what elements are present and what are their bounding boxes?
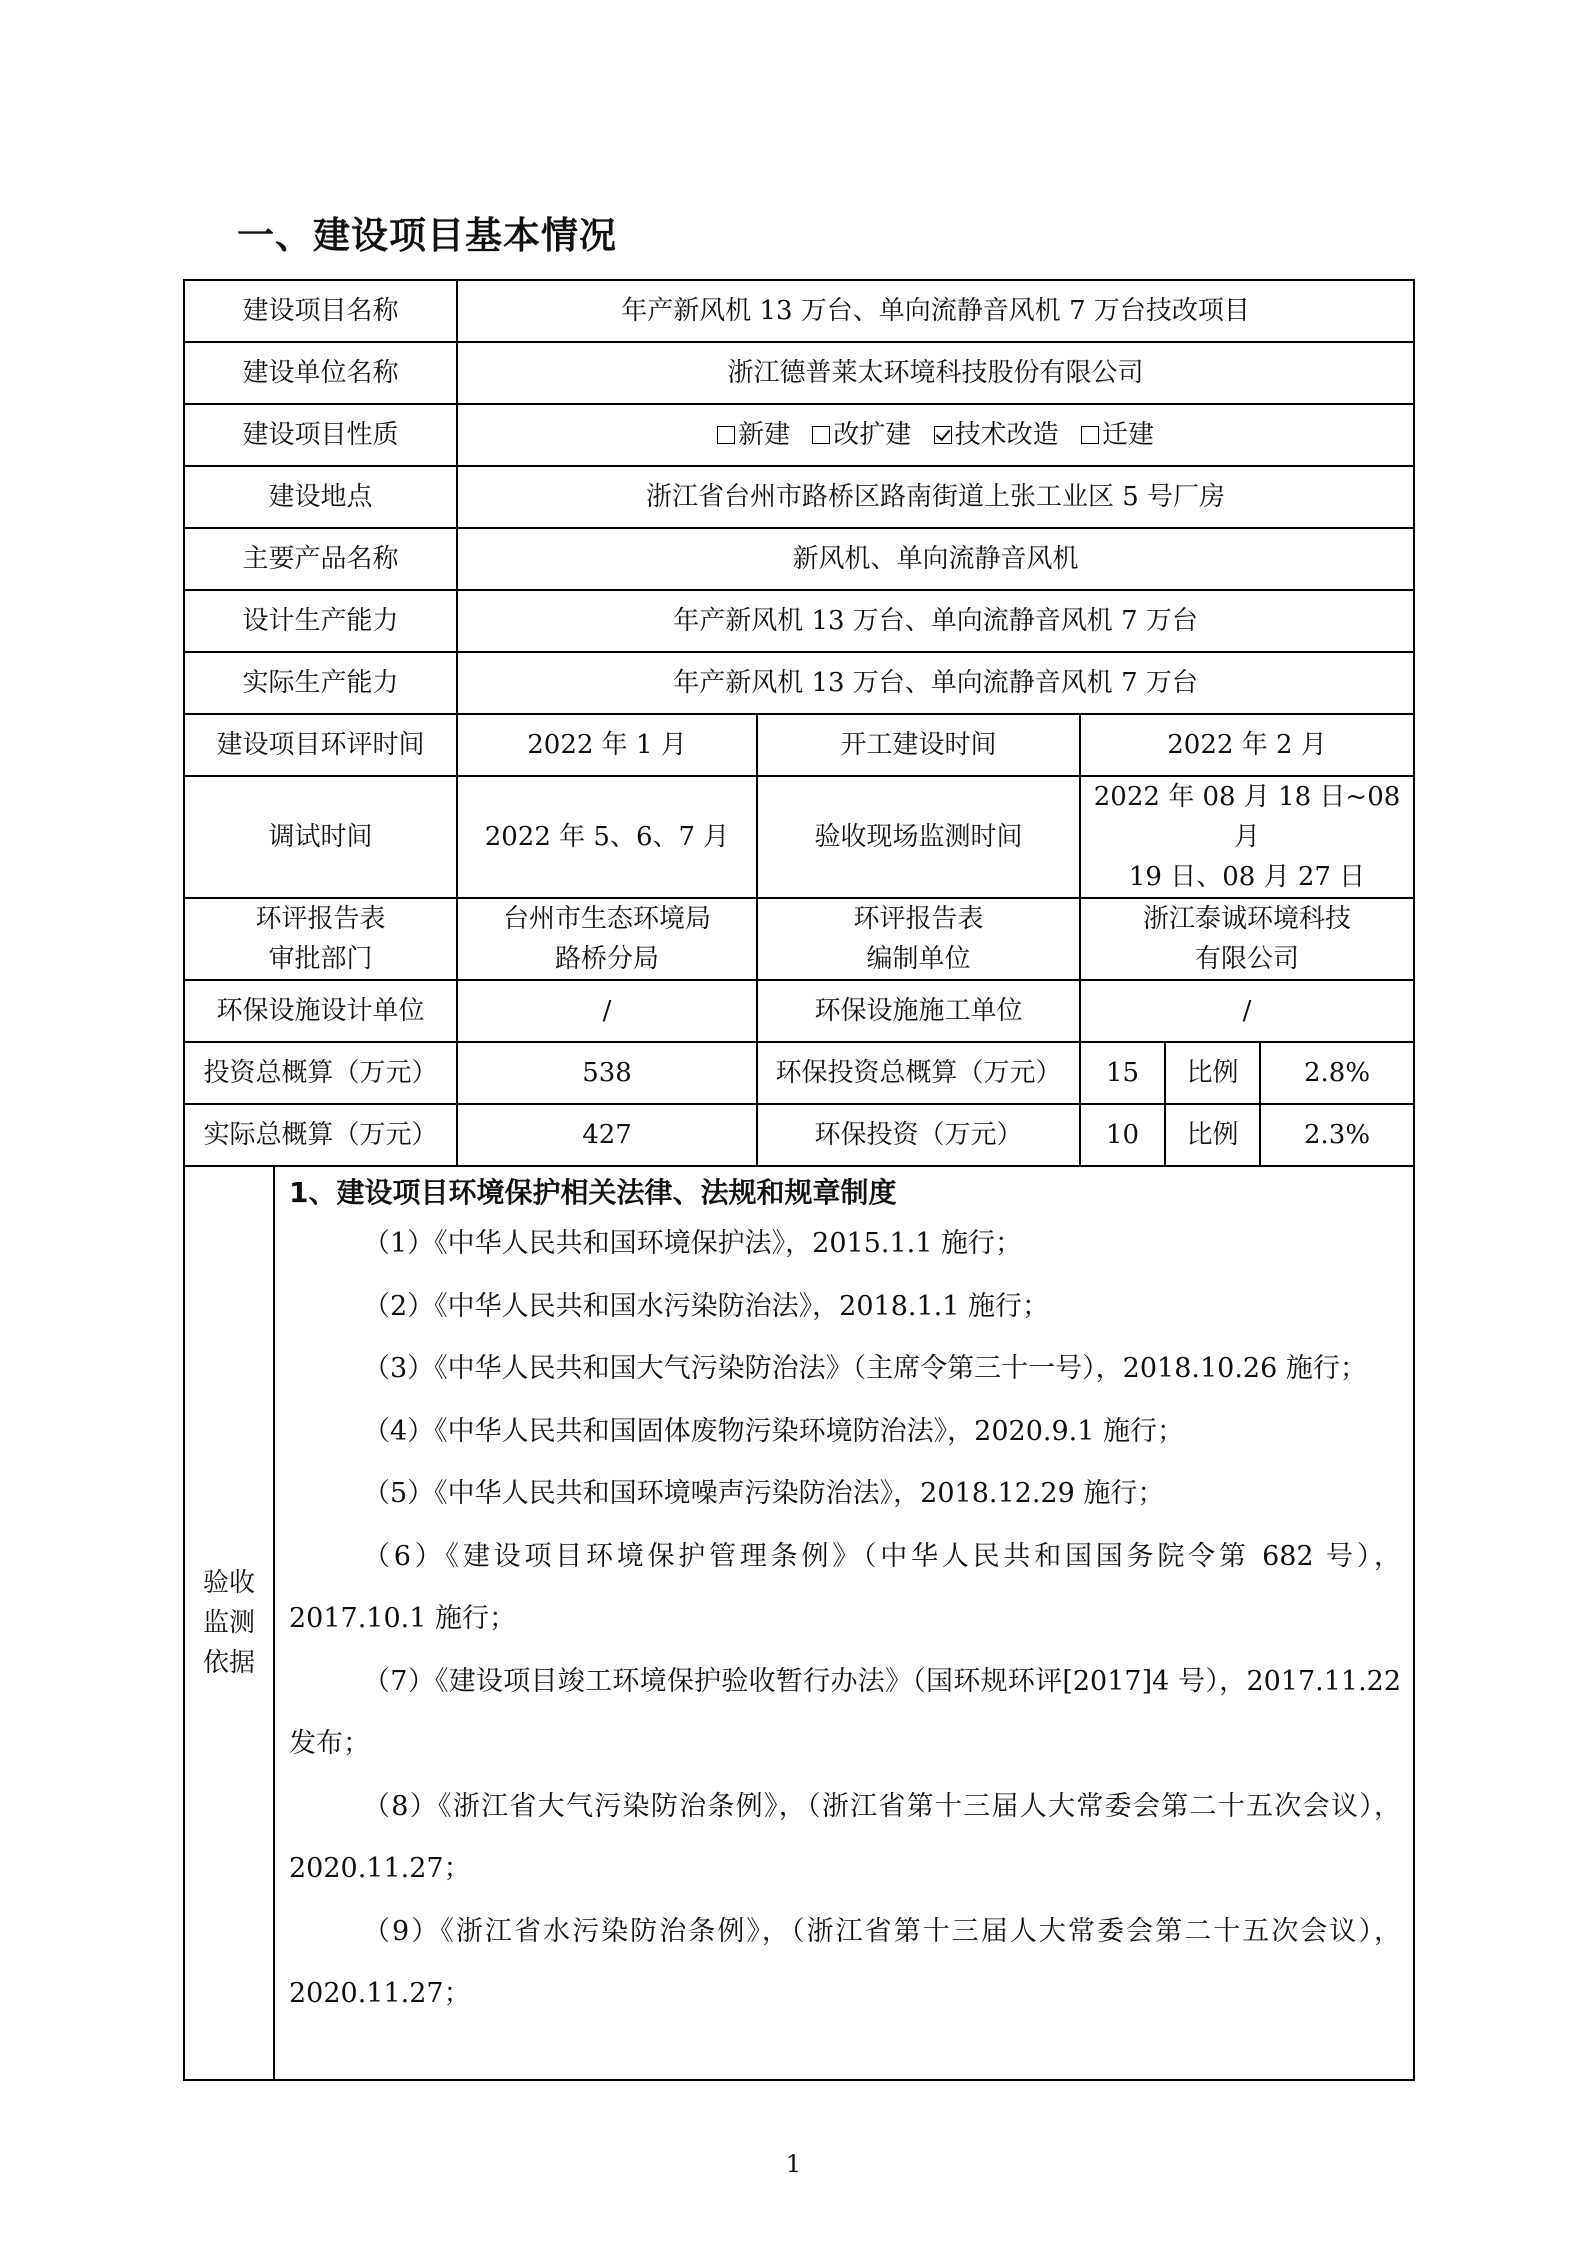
row-monitoring-basis <box>184 1166 1414 2080</box>
label-monitoring-basis <box>184 1166 274 2080</box>
value-investment-estimate: 538 <box>457 1042 757 1104</box>
value-project-name: 年产新风机 13 万台、单向流静音风机 7 万台技改项目 <box>457 280 1414 342</box>
label-report-preparer <box>757 898 1080 980</box>
basis-label-line1: 验收 <box>202 1568 255 1598</box>
row-unit-name <box>184 342 1414 404</box>
row-approval <box>184 898 1414 980</box>
label-monitoring-time: 验收现场监测时间 <box>757 776 1080 898</box>
approval-dept-line1: 台州市生态环境局 <box>503 904 712 934</box>
approval-dept-label-line1: 环评报告表 <box>255 904 386 934</box>
section-heading: 一、建设项目基本情况 <box>237 214 617 257</box>
option-relocate-label: 迁建 <box>1101 420 1154 450</box>
label-construction-start: 开工建设时间 <box>757 714 1080 776</box>
label-debug-time: 调试时间 <box>184 776 457 898</box>
value-product: 新风机、单向流静音风机 <box>457 528 1414 590</box>
row-project-name <box>184 280 1414 342</box>
basis-item: （6）《建设项目环境保护管理条例》（中华人民共和国国务院令第 682 号），2017.10.1 施行； <box>289 1540 1402 1634</box>
value-unit-name: 浙江德普莱太环境科技股份有限公司 <box>457 342 1414 404</box>
report-preparer-label-line2: 编制单位 <box>866 944 971 974</box>
basis-item: （1）《中华人民共和国环境保护法》，2015.1.1 施行； <box>363 1228 1022 1259</box>
value-ratio-actual: 2.3% <box>1260 1104 1414 1166</box>
label-project-nature: 建设项目性质 <box>184 404 457 466</box>
value-design-capacity: 年产新风机 13 万台、单向流静音风机 7 万台 <box>457 590 1414 652</box>
basis-item: （8）《浙江省大气污染防治条例》，（浙江省第十三届人大常委会第二十五次会议），2020.11.27； <box>289 1790 1402 1884</box>
label-facility-construction: 环保设施施工单位 <box>757 980 1080 1042</box>
value-debug-time: 2022 年 5、6、7 月 <box>457 776 757 898</box>
value-facility-construction: / <box>1080 980 1414 1042</box>
value-facility-design: / <box>457 980 757 1042</box>
row-investment-actual <box>184 1104 1414 1166</box>
value-investment-actual: 427 <box>457 1104 757 1166</box>
value-construction-start: 2022 年 2 月 <box>1080 714 1414 776</box>
monitoring-time-line1: 2022 年 08 月 18 日~08 月 <box>1093 782 1401 852</box>
checkbox-new[interactable] <box>717 426 735 444</box>
basis-section-title: 1、建设项目环境保护相关法律、法规和规章制度 <box>289 1176 897 1209</box>
value-approval-dept <box>457 898 757 980</box>
option-new-label: 新建 <box>738 420 791 450</box>
label-env-investment-estimate: 环保投资总概算（万元） <box>757 1042 1080 1104</box>
value-actual-capacity: 年产新风机 13 万台、单向流静音风机 7 万台 <box>457 652 1414 714</box>
basis-item: （7）《建设项目竣工环境保护验收暂行办法》（国环规环评[2017]4 号），2017.11.22 发布； <box>289 1665 1402 1759</box>
basis-item: （9）《浙江省水污染防治条例》，（浙江省第十三届人大常委会第二十五次会议），2020.11.27； <box>289 1915 1402 2009</box>
option-tech-upgrade-label: 技术改造 <box>954 420 1059 450</box>
label-project-name: 建设项目名称 <box>184 280 457 342</box>
label-actual-capacity: 实际生产能力 <box>184 652 457 714</box>
label-env-investment-actual: 环保投资（万元） <box>757 1104 1080 1166</box>
label-product: 主要产品名称 <box>184 528 457 590</box>
option-new[interactable] <box>717 420 790 450</box>
approval-dept-line2: 路桥分局 <box>555 944 660 974</box>
row-location <box>184 466 1414 528</box>
report-preparer-label-line1: 环评报告表 <box>853 904 984 934</box>
basis-label-line3: 依据 <box>202 1648 255 1678</box>
row-project-nature <box>184 404 1414 466</box>
project-info-table <box>183 279 1415 2081</box>
value-project-nature <box>457 404 1414 466</box>
row-product <box>184 528 1414 590</box>
row-eia-time <box>184 714 1414 776</box>
basis-item: （2）《中华人民共和国水污染防治法》，2018.1.1 施行； <box>363 1290 1049 1322</box>
label-facility-design: 环保设施设计单位 <box>184 980 457 1042</box>
label-unit-name: 建设单位名称 <box>184 342 457 404</box>
value-env-investment-estimate: 15 <box>1080 1042 1165 1104</box>
label-eia-time: 建设项目环评时间 <box>184 714 457 776</box>
basis-item: （5）《中华人民共和国环境噪声污染防治法》，2018.12.29 施行； <box>363 1478 1165 1509</box>
row-facility <box>184 980 1414 1042</box>
value-report-preparer <box>1080 898 1414 980</box>
label-approval-dept <box>184 898 457 980</box>
row-actual-capacity <box>184 652 1414 714</box>
label-investment-estimate: 投资总概算（万元） <box>184 1042 457 1104</box>
row-design-capacity <box>184 590 1414 652</box>
option-expand-label: 改扩建 <box>833 420 912 450</box>
checkbox-relocate[interactable] <box>1081 426 1099 444</box>
value-monitoring-time <box>1080 776 1414 898</box>
page-number: 1 <box>785 2150 802 2178</box>
monitoring-time-line2: 19 日、08 月 27 日 <box>1128 862 1366 892</box>
basis-item: （4）《中华人民共和国固体废物污染环境防治法》，2020.9.1 施行； <box>363 1415 1184 1447</box>
option-tech-upgrade[interactable] <box>934 420 1059 450</box>
row-investment-estimate <box>184 1042 1414 1104</box>
label-investment-actual: 实际总概算（万元） <box>184 1104 457 1166</box>
report-preparer-line2: 有限公司 <box>1195 944 1300 974</box>
option-relocate[interactable] <box>1081 420 1154 450</box>
checkbox-tech-upgrade[interactable] <box>934 426 952 444</box>
label-ratio-actual: 比例 <box>1165 1104 1260 1166</box>
label-ratio-estimate: 比例 <box>1165 1042 1260 1104</box>
value-env-investment-actual: 10 <box>1080 1104 1165 1166</box>
basis-label-line2: 监测 <box>202 1608 255 1638</box>
basis-item: （3）《中华人民共和国大气污染防治法》（主席令第三十一号），2018.10.26 施行； <box>363 1353 1367 1384</box>
value-location: 浙江省台州市路桥区路南街道上张工业区 5 号厂房 <box>457 466 1414 528</box>
checkbox-expand[interactable] <box>812 426 830 444</box>
value-eia-time: 2022 年 1 月 <box>457 714 757 776</box>
report-preparer-line1: 浙江泰诚环境科技 <box>1143 904 1352 934</box>
approval-dept-label-line2: 审批部门 <box>268 944 373 974</box>
row-debug-time <box>184 776 1414 898</box>
option-expand[interactable] <box>812 420 911 450</box>
label-location: 建设地点 <box>184 466 457 528</box>
label-design-capacity: 设计生产能力 <box>184 590 457 652</box>
monitoring-basis-content <box>274 1166 1414 2080</box>
value-ratio-estimate: 2.8% <box>1260 1042 1414 1104</box>
